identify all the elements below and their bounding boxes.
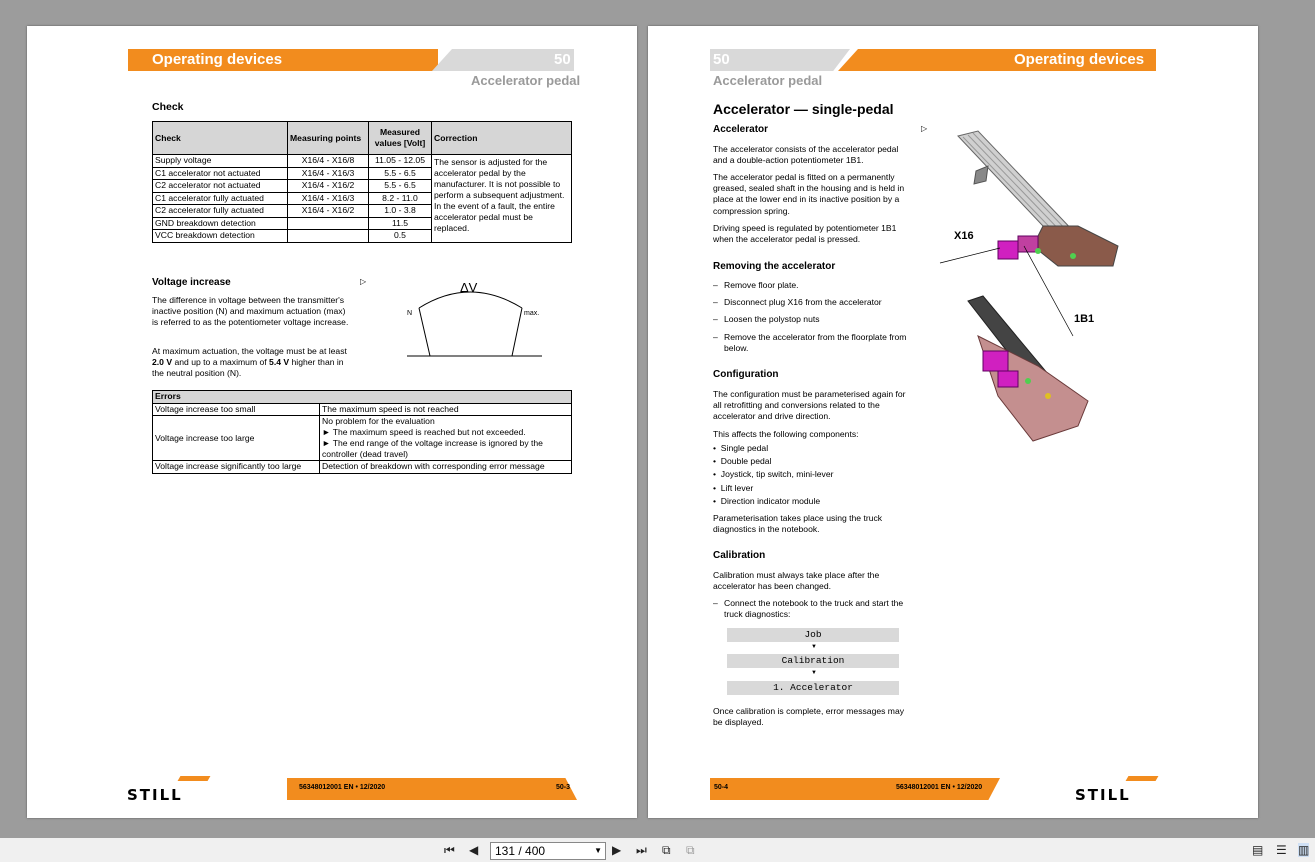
list-item: • Single pedal bbox=[713, 443, 769, 453]
menu-box-calibration: Calibration bbox=[727, 654, 899, 668]
menu-box-accelerator: 1. Accelerator bbox=[727, 681, 899, 695]
triangle-marker-icon: ▷ bbox=[921, 124, 928, 133]
triangle-marker-icon: ▷ bbox=[360, 277, 367, 286]
components-list bbox=[713, 443, 918, 507]
chevron-down-icon: ▼ bbox=[594, 846, 602, 855]
page-indicator: 131 / 400 bbox=[495, 844, 546, 858]
table-row: C1 accelerator not actuated X16/4 - X16/3 5.5 - 6.5 bbox=[153, 167, 572, 180]
document-page-right: 50 Operating devices Accelerator pedal Accelerator — single-pedal Accelerator ▷ The accelerator consists of the accelerator pedal and a double-action potentiometer 1B1. The accelerator pedal is fitted on a permanently greased, sealed shaft in the housing and is held in place at the lower end in its inactive position by a compression spring. Driving speed is regulated by potentiometer 1B1 when the accelerator pedal is pressed. Removing the accelerator – Remove floor plate. – Disconnect plug X16 from the accelerator – Loosen the polystop nuts – Remove the accelerator from the floorplate from below. Configuration The configuration must be parameterised again for all retrofitting and conversions related to the accelerator and drive direction. This affects the following components: • Single pedal • Double pedal • Joystick, tip switch, mini-lever • Lift lever • Direction indicator module Parameterisation takes place using the truck diagnostics in the notebook. Calibration Calibration must always take place after the accelerator has been changed. – Connect the notebook to the truck and start the truck diagnostics: Job ▼ Calibration ▼ 1. Accelerator Once calibration is complete, error messages may be displayed. X16 1B1 50-4 56348012001 EN • 12/2020 STILL bbox=[648, 26, 1258, 818]
copy-icon[interactable]: ⧉ bbox=[662, 843, 671, 857]
page-selector[interactable] bbox=[490, 842, 606, 860]
menu-box-job: Job bbox=[727, 628, 899, 642]
voltage-heading: Voltage increase bbox=[152, 277, 231, 288]
list-item: • Joystick, tip switch, mini-lever bbox=[713, 469, 834, 480]
voltage-paragraph: The difference in voltage between the transmitter's inactive position (N) and maximum actuation (max) is referred to as the potentiometer voltage increase. bbox=[152, 295, 349, 328]
accelerator-pedal-illustration bbox=[938, 126, 1138, 456]
table-row: C2 accelerator not actuated X16/4 - X16/2 5.5 - 6.5 bbox=[153, 180, 572, 193]
last-page-icon[interactable]: ⏭ bbox=[636, 843, 647, 857]
previous-page-icon[interactable]: ◀ bbox=[469, 843, 479, 857]
table-header-row: Check Measuring points Measured values [Volt] Correction bbox=[153, 122, 572, 155]
header-title: Operating devices bbox=[152, 51, 283, 68]
calibration-heading: Calibration bbox=[713, 550, 766, 561]
check-table bbox=[152, 121, 572, 243]
viewer-toolbar bbox=[0, 838, 1315, 862]
footer-page-number: 50-4 bbox=[714, 784, 729, 791]
header-bar-grey bbox=[710, 49, 850, 71]
header-title: Operating devices bbox=[1014, 51, 1145, 68]
table-row: Voltage increase too small The maximum speed is not reached bbox=[153, 403, 572, 416]
svg-text:max.: max. bbox=[524, 310, 540, 317]
header-subtitle: Accelerator pedal bbox=[471, 73, 581, 88]
check-heading: Check bbox=[152, 101, 184, 113]
removing-heading: Removing the accelerator bbox=[713, 261, 836, 272]
list-item: – Disconnect plug X16 from the accelerator bbox=[713, 297, 882, 308]
correction-cell: The sensor is adjusted for the accelerator pedal by the manufacturer. It is not possible to perform a subsequent adjustment. In the event of a fault, the entire accelerator pedal must be replaced. bbox=[432, 155, 572, 243]
table-row: Supply voltage X16/4 - X16/8 11.05 - 12.05 The sensor is adjusted for the accelerator pedal by the manufacturer. It is not possible to perform a subsequent adjustment. In the event of a fault, the entire accelerator pedal must be replaced. bbox=[153, 155, 572, 168]
accelerator-heading: Accelerator bbox=[713, 124, 769, 135]
single-page-view-icon[interactable]: ▤ bbox=[1252, 843, 1264, 857]
document-page-left bbox=[27, 26, 637, 818]
continuous-view-icon[interactable]: ☰ bbox=[1276, 843, 1287, 857]
errors-table: Errors Voltage increase too small The maximum speed is not reached Voltage increase too large No problem for the evaluation ► The maximum speed is reached but not exceeded. ► The end range of the voltage increase is ignored by the controller (dead travel) Voltage increase significantly too large Detection of breakdown with corresponding error message bbox=[152, 390, 572, 474]
table-row: VCC breakdown detection 0.5 bbox=[153, 230, 572, 243]
removing-steps bbox=[713, 280, 918, 354]
table-row: C1 accelerator fully actuated X16/4 - X16/3 8.2 - 11.0 bbox=[153, 192, 572, 205]
list-item: • Lift lever bbox=[713, 482, 754, 493]
paste-icon[interactable]: ⧉ bbox=[686, 843, 695, 857]
label-1b1: 1B1 bbox=[1074, 313, 1095, 325]
chapter-number: 50 bbox=[554, 51, 571, 68]
chapter-number: 50 bbox=[713, 51, 730, 68]
configuration-heading: Configuration bbox=[713, 369, 779, 380]
still-logo: STILL bbox=[1075, 786, 1131, 804]
still-logo: STILL bbox=[127, 786, 183, 804]
table-row: Voltage increase too large No problem for the evaluation ► The maximum speed is reached but not exceeded. ► The end range of the voltage increase is ignored by the controller (dead travel) bbox=[153, 416, 572, 461]
page-title: Accelerator — single-pedal bbox=[713, 101, 894, 117]
list-item: • Double pedal bbox=[713, 456, 772, 467]
footer-page-number: 50-3 bbox=[556, 784, 571, 791]
arrow-down-icon: ▼ bbox=[811, 644, 817, 650]
first-page-icon[interactable]: ⏮ bbox=[444, 843, 455, 857]
list-item: – Remove floor plate. bbox=[713, 280, 799, 290]
two-page-view-icon[interactable]: ▥ bbox=[1298, 843, 1310, 857]
list-item: • Direction indicator module bbox=[713, 495, 821, 506]
voltage-limit-paragraph: At maximum actuation, the voltage must be at least 2.0 V and up to a maximum of 5.4 V higher than in the neutral position (N). bbox=[152, 346, 347, 379]
table-row: C2 accelerator fully actuated X16/4 - X16/2 1.0 - 3.8 bbox=[153, 205, 572, 218]
voltage-diagram bbox=[402, 272, 547, 362]
header-subtitle: Accelerator pedal bbox=[713, 73, 823, 88]
footer-doc-number: 56348012001 EN • 12/2020 bbox=[896, 784, 983, 791]
footer-doc-number: 56348012001 EN • 12/2020 bbox=[299, 784, 386, 791]
label-x16: X16 bbox=[954, 230, 974, 242]
svg-text:N: N bbox=[407, 310, 413, 317]
delta-v-label: ΔV bbox=[460, 280, 478, 295]
next-page-icon[interactable]: ▶ bbox=[612, 843, 622, 857]
list-item: – Remove the accelerator from the floorplate from below. bbox=[713, 331, 907, 353]
arrow-down-icon: ▼ bbox=[811, 670, 817, 676]
list-item: – Loosen the polystop nuts bbox=[713, 314, 820, 325]
table-row: Voltage increase significantly too large Detection of breakdown with corresponding error message bbox=[153, 461, 572, 474]
list-item: – Connect the notebook to the truck and start the truck diagnostics: bbox=[713, 598, 904, 620]
table-row: GND breakdown detection 11.5 bbox=[153, 217, 572, 230]
header-bar-grey bbox=[432, 49, 574, 71]
